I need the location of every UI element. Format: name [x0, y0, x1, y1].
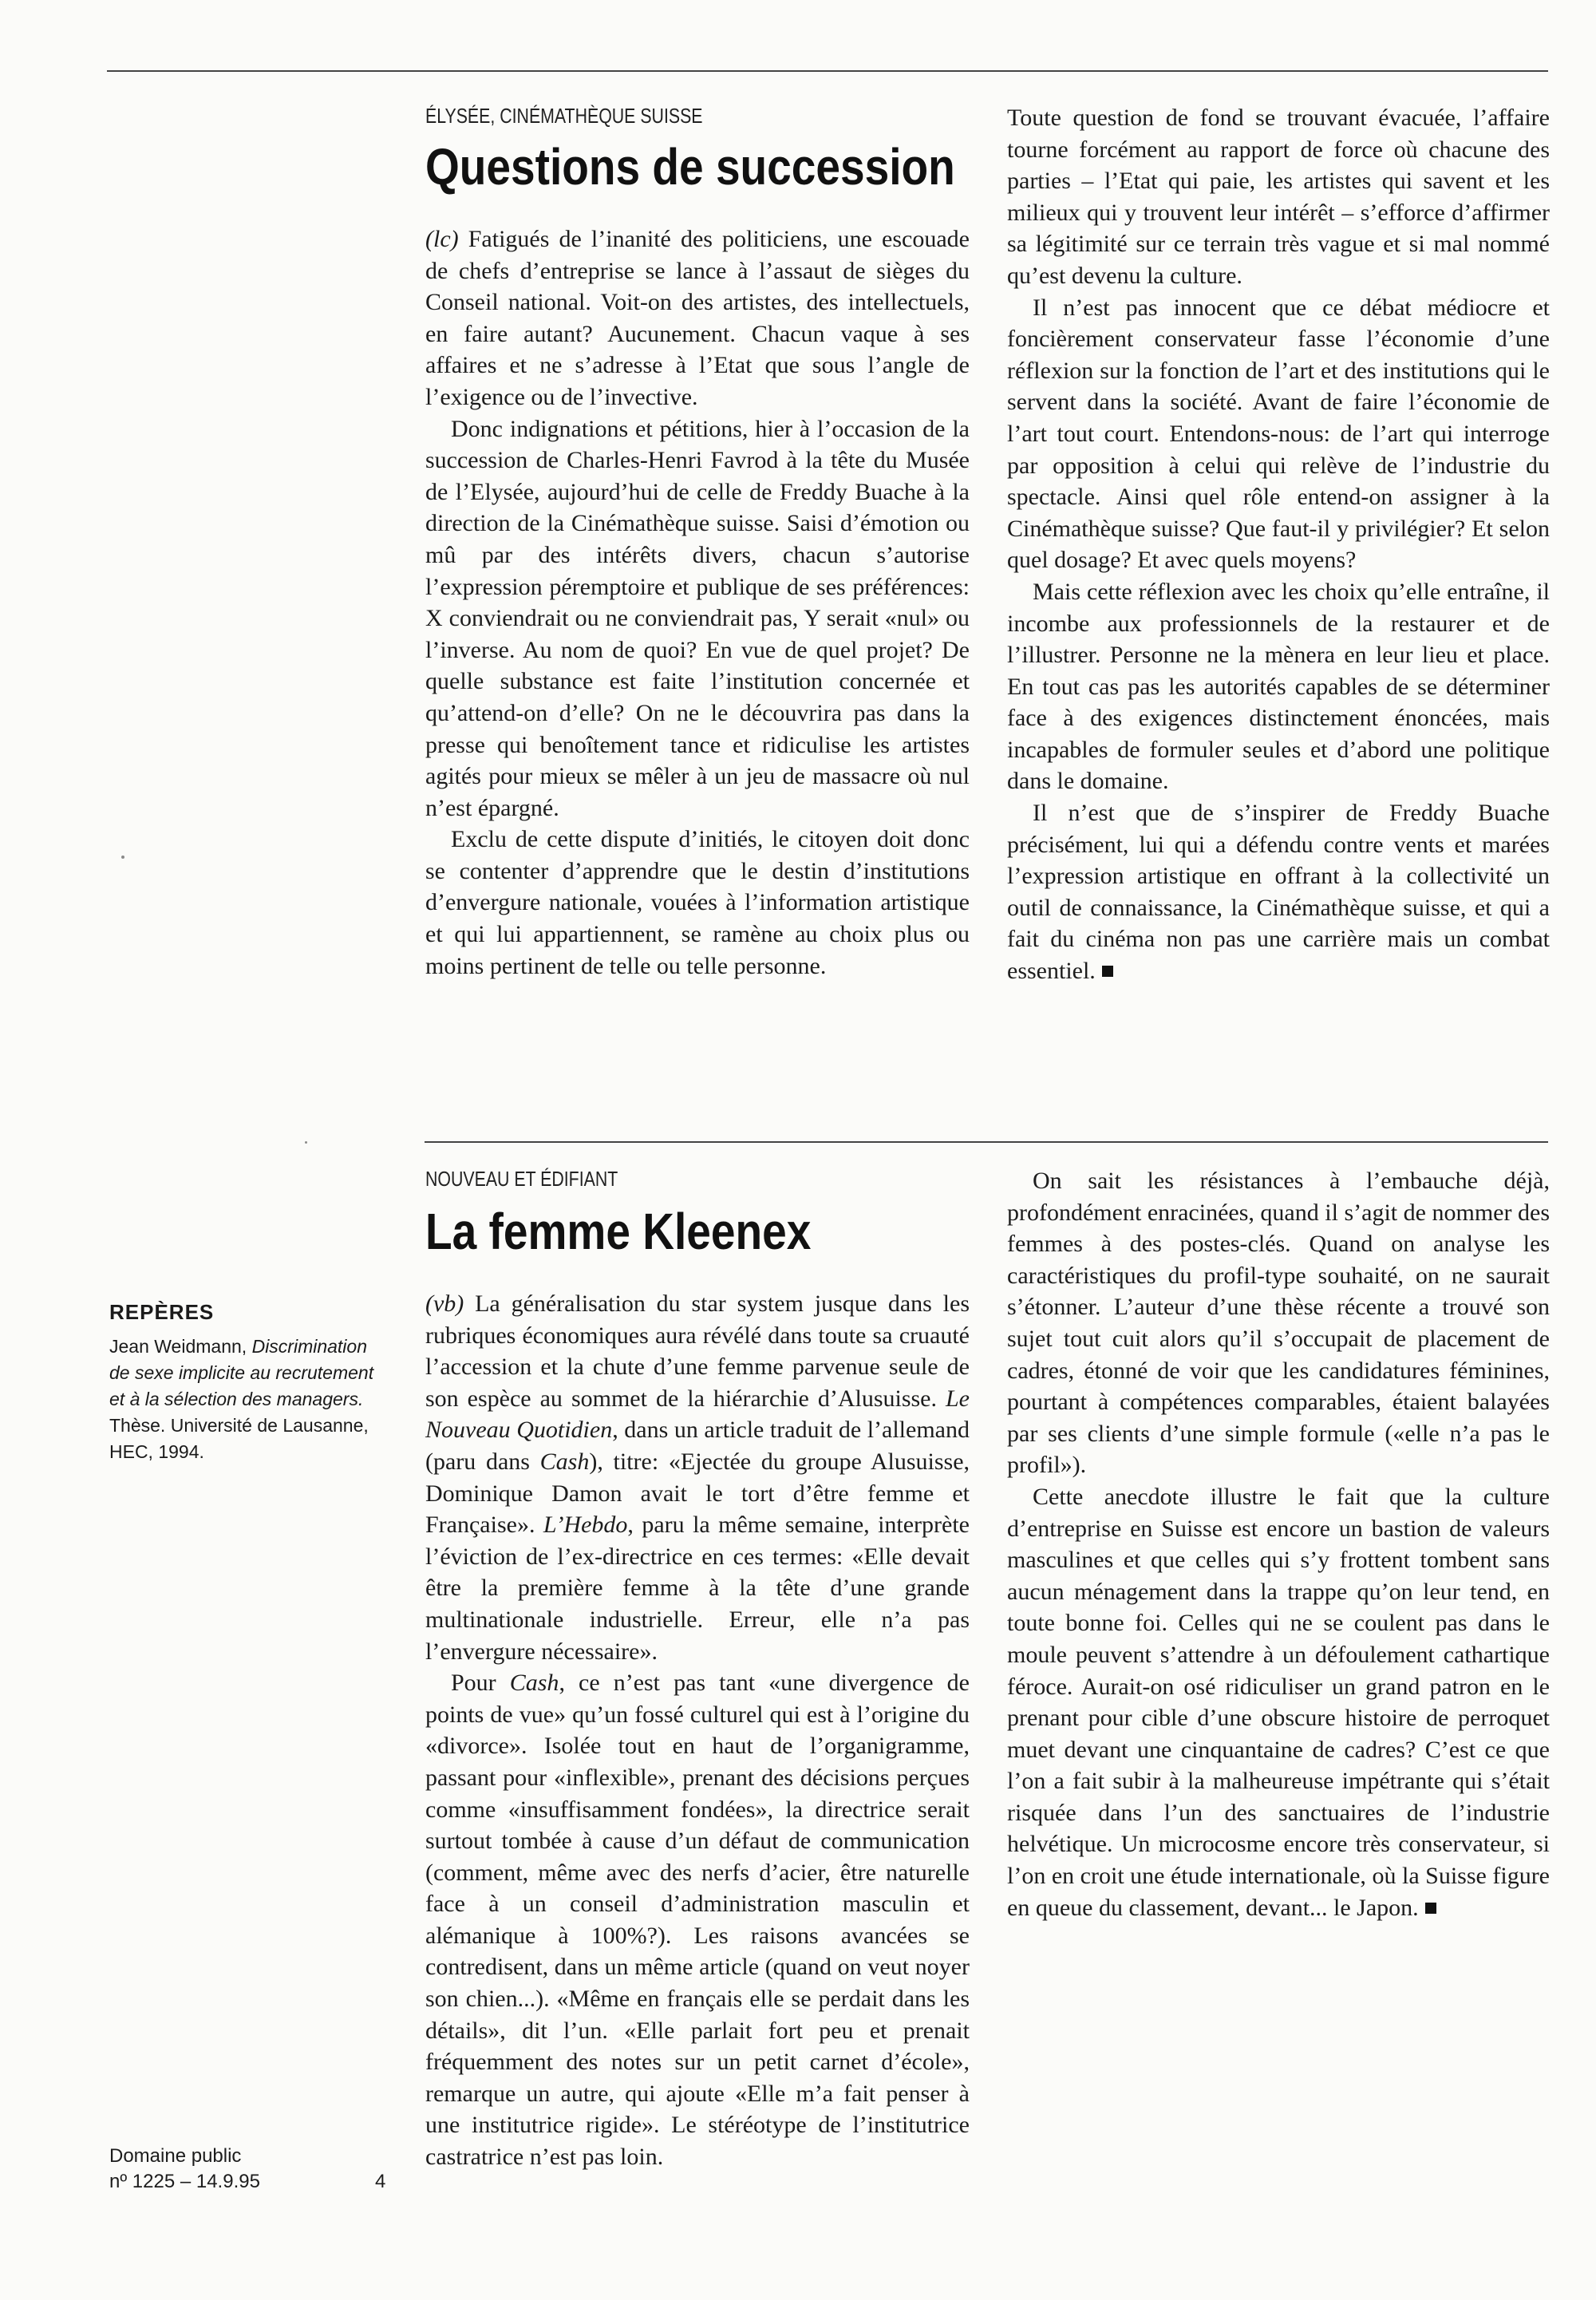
- issue-number-date: nº 1225 – 14.9.95: [109, 2171, 260, 2192]
- article1-kicker: ÉLYSÉE, CINÉMATHÈQUE SUISSE: [425, 104, 703, 128]
- article2-author-tag: (vb): [425, 1290, 464, 1317]
- source-l-hebdo: L’Hebdo: [543, 1512, 628, 1539]
- article1-author-tag: (lc): [425, 226, 459, 252]
- article1-paragraph-6: Mais cette réflexion avec les choix qu’elle entraîne, il incombe aux professionnels de la restaurer et de l’illustrer. Personne ne la mènera en leur lieu et place. En tout cas pas les autorités capables de se déterminer face à des exigences distinctement énoncées, mais incapables de formuler seules et d’abord une politique dans le domaine.: [1007, 578, 1550, 795]
- footer-publication: [109, 2144, 260, 2195]
- article1-paragraph-7: Il n’est que de s’inspirer de Freddy Buache précisément, lui qui a défendu contre vents et marées l’expression artistique en offrant à la collectivité un outil de connaissance, la Cinémathèque suisse, et qui a fait du cinéma non pas une carrière mais un combat essentiel.: [1007, 800, 1550, 985]
- top-rule: [107, 70, 1548, 72]
- article1-paragraph-3: Exclu de cette dispute d’initiés, le citoyen doit donc se contenter d’apprendre que le destin d’institutions d’envergure nationale, vouées à l’information artistique et qui lui appartiennent, se ramène au choix plus ou moins pertinent de telle ou telle personne.: [425, 826, 970, 979]
- end-of-article-mark: [1102, 966, 1113, 977]
- scan-speck: [121, 856, 124, 859]
- article1-paragraph-1: (lc) Fatigués de l’inanité des politiciens, une escouade de chefs d’entreprise se lance à l’assaut de sièges du Conseil national. Voit-on des artistes, des intellectuels, en faire autant? Aucunement. Chacun vaque à ses affaires et ne s’adresse à l’Etat que sous l’angle de l’exigence ou de l’invective.: [425, 226, 970, 410]
- article1-paragraph-5: Il n’est pas innocent que ce débat médiocre et foncièrement conservateur fasse l’économie d’une réflexion sur la fonction de l’art et des institutions qui le servent dans la société. Avant de faire l’économie de l’art tout court. Entendons-nous: de l’art qui interroge par opposition à celui qui relève de l’industrie du spectacle. Ainsi quel rôle entend-on assigner à la Cinémathèque suisse? Que faut-il y privilégier? Et selon quel dosage? Et avec quels moyens?: [1007, 294, 1550, 574]
- article1-column-left: [425, 223, 970, 982]
- article2-column-left: [425, 1288, 970, 2173]
- article1-title: Questions de succession: [425, 138, 955, 196]
- source-cash: Cash: [509, 1670, 559, 1697]
- article2-column-right: [1007, 1165, 1550, 1923]
- sidebar-heading: REPÈRES: [109, 1300, 215, 1324]
- source-cash: Cash: [539, 1448, 590, 1475]
- article1-paragraph-4: Toute question de fond se trouvant évacuée, l’affaire tourne forcément au rapport de force où chacune des parties – l’Etat qui paie, les artistes qui savent et les milieux qui y trouvent leur intérêt – s’efforce d’affirmer sa légitimité sur ce terrain très vague et si mal nommé qu’est devenu la culture.: [1007, 105, 1550, 289]
- article2-kicker: NOUVEAU ET ÉDIFIANT: [425, 1167, 618, 1191]
- page-number: 4: [375, 2171, 386, 2192]
- article2-paragraph-4: Cette anecdote illustre le fait que la culture d’entreprise en Suisse est encore un bastion de valeurs masculines et que celles qui s’y frottent tombent sans aucun ménagement dans la trappe qu’on leur tend, en toute bonne foi. Celles qui ne se coulent pas dans le moule peuvent s’attendre à un défoulement cathartique féroce. Aurait-on osé ridiculiser un grand patron en le prenant pour cible d’une obscure histoire de perroquet muet devant une cinquantaine de cadres? C’est ce que l’on a fait subir à la malheureuse impétrante qui s’était risquée dans l’un des sanctuaires de l’industrie helvétique. Un microcosme encore très conservateur, si l’on en croit une étude internationale, où la Suisse figure en queue du classement, devant... le Japon.: [1007, 1483, 1550, 1921]
- article1-paragraph-2: Donc indignations et pétitions, hier à l’occasion de la succession de Charles-Henri Favrod à la tête du Musée de l’Elysée, aujourd’hui de celle de Freddy Buache à la direction de la Cinémathèque suisse. Saisi d’émotion ou mû par des intérêts divers, chacun s’autorise l’expression péremptoire et publique de ses préférences: X conviendrait ou ne conviendrait pas, Y serait «nul» ou l’inverse. Au nom de quoi? En vue de quel projet? De quelle substance est faite l’institution concernée et qu’attend-on d’elle? On ne le découvrira pas dans la presse qui benoîtement tance et ridiculise les artistes agités pour mieux se mêler à un jeu de massacre où nul n’est épargné.: [425, 415, 970, 821]
- article2-paragraph-3: On sait les résistances à l’embauche déjà, profondément enracinées, quand il s’agit de nommer des femmes à des postes-clés. Quand on analyse les caractéristiques du profil-type souhaité, on ne saurait s’étonner. L’auteur d’une thèse récente a trouvé son sujet tout cuit alors qu’il s’occupait de placement de cadres, étonné de voir que les candidatures féminines, pourtant à compétences comparables, étaient balayées par ses clients d’une simple formule («elle n’a pas le profil»).: [1007, 1168, 1550, 1479]
- article2-title: La femme Kleenex: [425, 1203, 812, 1260]
- reperes-sidebar: [109, 1299, 389, 1465]
- article2-paragraph-2: Pour Cash, ce n’est pas tant «une divergence de points de vue» qu’un fossé culturel qui est à l’origine du «divorce». Isolée tout en haut de l’organigramme, passant pour «inflexible», prenant des décisions perçues comme «insuffisamment fondées», la directrice serait surtout tombée à cause d’un défaut de communication (comment, même avec des nerfs d’acier, être naturelle face à un conseil d’administration masculin et alémanique à 100%?). Les raisons avancées se contredisent, dans un même article (quand on veut noyer son chien...). «Même en français elle se perdait dans les détails», dit l’un. «Elle parlait fort peu et prenait fréquemment des notes sur un petit carnet d’école», remarque un autre, qui ajoute «Elle m’a fait penser à une institutrice rigide». Le stéréotype de l’institutrice castratrice n’est pas loin.: [425, 1670, 970, 2171]
- article2-paragraph-1: (vb) La généralisation du star system jusque dans les rubriques économiques aura révélé dans toute sa cruauté l’accession et la chute d’une femme parvenue seule de son espèce au sommet de la hiérarchie d’Alusuisse. Le Nouveau Quotidien, dans un article traduit de l’allemand (paru dans Cash), titre: «Ejectée du groupe Alusuisse, Dominique Damon avait le tort d’être femme et Française». L’Hebdo, paru la même semaine, interprète l’éviction de l’ex-directrice en ces termes: «Elle devait être la première femme à la tête d’une grande multinationale industrielle. Erreur, elle n’a pas l’envergure nécessaire».: [425, 1290, 970, 1665]
- source-le-nouveau-quotidien: Le Nouveau Quotidien: [425, 1385, 970, 1444]
- article-divider-rule: [425, 1141, 1548, 1143]
- article1-column-right: [1007, 102, 1550, 987]
- sidebar-reference: Jean Weidmann, Discrimination de sexe implicite au recrutement et à la sélection des managers. Thèse. Université de Lausanne, HEC, 1994.: [109, 1336, 374, 1462]
- publication-name: Domaine public: [109, 2145, 242, 2167]
- scan-speck: [305, 1141, 307, 1144]
- end-of-article-mark: [1425, 1903, 1436, 1914]
